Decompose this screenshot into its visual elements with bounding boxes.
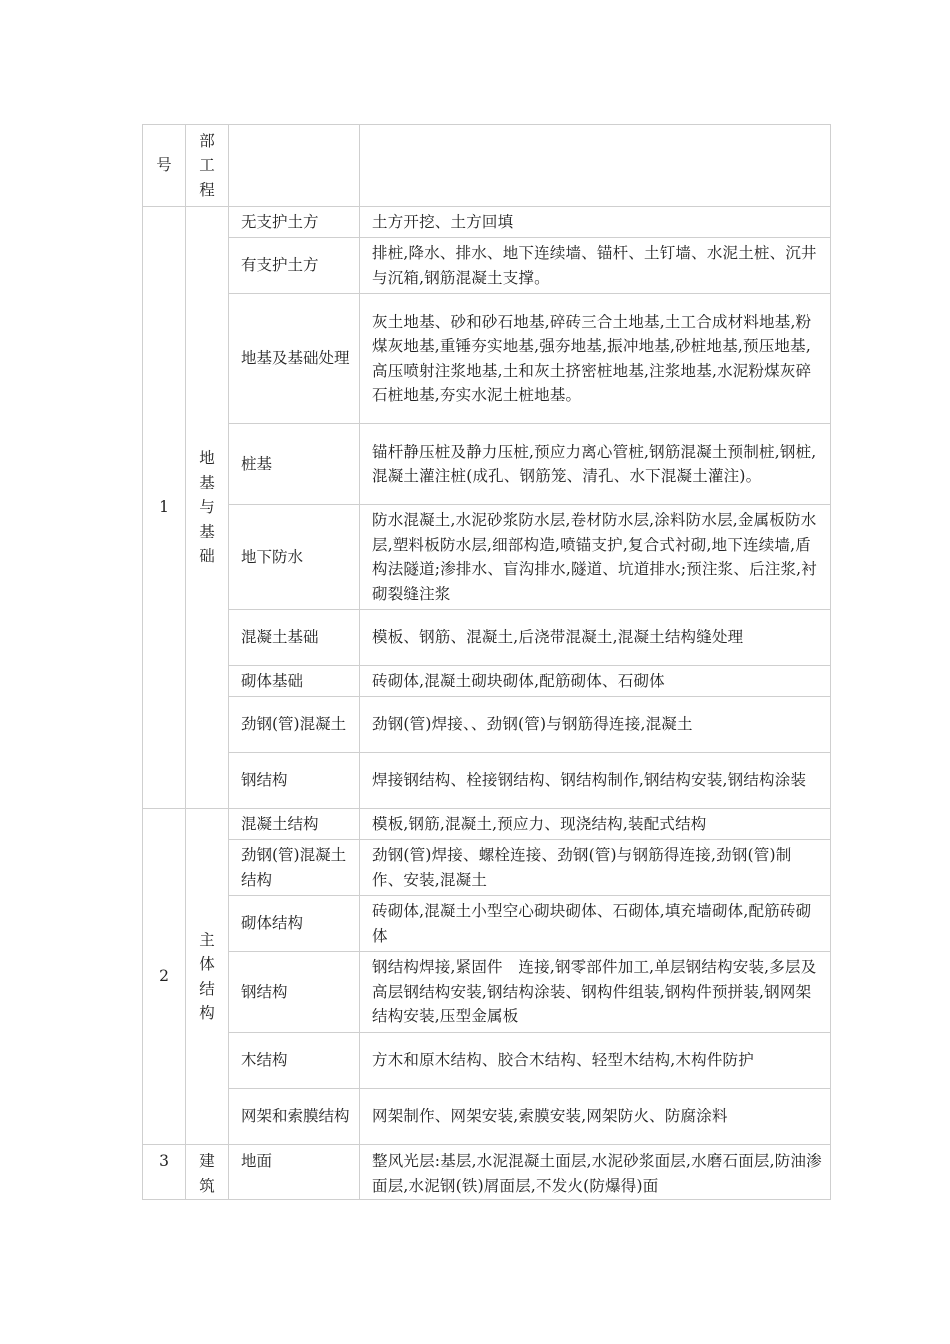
table-row	[143, 424, 831, 505]
subdivision-cell	[229, 809, 360, 840]
subdivision-name: 劲钢(管)混凝土结构	[241, 846, 347, 889]
subdivision-name: 网架和索膜结构	[241, 1107, 350, 1126]
subdivision-cell	[229, 697, 360, 753]
item-list: 排桩,降水、排水、地下连续墙、锚杆、土钉墙、水泥土桩、沉井与沉箱,钢筋混凝土支撑。	[372, 244, 817, 287]
header-row	[143, 125, 831, 207]
subdivision-cell	[229, 505, 360, 610]
items-cell	[360, 238, 831, 294]
item-list: 土方开挖、土方回填	[372, 212, 514, 231]
table-row	[143, 238, 831, 294]
group-name: 地基与基础	[199, 449, 215, 566]
item-list: 模板、钢筋、混凝土,后浇带混凝土,混凝土结构缝处理	[372, 628, 744, 647]
group-seq: 2	[159, 967, 169, 986]
group-name-cell	[186, 207, 229, 809]
subdivision-name: 混凝土结构	[241, 814, 319, 833]
items-cell	[360, 610, 831, 666]
item-list: 砖砌体,混凝土小型空心砌块砌体、石砌体,填充墙砌体,配筋砖砌体	[372, 902, 812, 945]
items-cell	[360, 840, 831, 896]
item-list: 网架制作、网架安装,索膜安装,网架防火、防腐涂料	[372, 1107, 728, 1126]
subdivision-cell	[229, 1145, 360, 1200]
subdivision-name: 有支护土方	[241, 256, 319, 275]
subdivision-cell	[229, 666, 360, 697]
table-row	[143, 294, 831, 424]
subdivision-cell	[229, 896, 360, 952]
subdivision-cell	[229, 753, 360, 809]
table-row	[143, 753, 831, 809]
subdivision-name: 钢结构	[241, 771, 288, 790]
items-cell	[360, 207, 831, 238]
table-row	[143, 840, 831, 896]
subdivision-name: 地下防水	[241, 547, 304, 566]
item-list: 模板,钢筋,混凝土,预应力、现浇结构,装配式结构	[372, 814, 707, 833]
subdivision-cell	[229, 952, 360, 1033]
subdivision-cell	[229, 238, 360, 294]
table-row	[143, 896, 831, 952]
items-cell	[360, 294, 831, 424]
group-seq-cell	[143, 809, 186, 1145]
subdivision-name: 砌体结构	[241, 914, 304, 933]
item-list: 砖砌体,混凝土砌块砌体,配筋砌体、石砌体	[372, 671, 665, 690]
item-list: 灰土地基、砂和砂石地基,碎砖三合土地基,土工合成材料地基,粉煤灰地基,重锤夯实地基,强夯地基,振冲地基,砂桩地基,预压地基,高压喷射注浆地基,土和灰土挤密桩地基,注浆地基,水泥粉煤灰碎石桩地基,夯实水泥土桩地基。	[372, 312, 812, 404]
item-list: 方木和原木结构、胶合木结构、轻型木结构,木构件防护	[372, 1051, 754, 1070]
items-cell	[360, 1145, 831, 1200]
group-name: 主体结构	[199, 930, 215, 1022]
subdivision-cell	[229, 207, 360, 238]
subdivision-cell	[229, 294, 360, 424]
items-cell	[360, 1089, 831, 1145]
items-cell	[360, 424, 831, 505]
group-seq-cell	[143, 1145, 186, 1200]
items-cell	[360, 697, 831, 753]
subdivision-cell	[229, 1033, 360, 1089]
group-seq: 3	[159, 1152, 169, 1170]
header-division: 部工程	[199, 131, 215, 199]
group-seq: 1	[159, 498, 169, 517]
table-row	[143, 809, 831, 840]
items-cell	[360, 952, 831, 1033]
subdivision-name: 砌体基础	[241, 671, 304, 690]
items-cell	[360, 505, 831, 610]
group-seq-cell	[143, 207, 186, 809]
item-list: 防水混凝土,水泥砂浆防水层,卷材防水层,涂料防水层,金属板防水层,塑料板防水层,细部构造,喷锚支护,复合式衬砌,地下连续墙,盾构法隧道;渗排水、盲沟排水,隧道、坑道排水;预注浆、后注浆,衬砌裂缝注浆	[372, 511, 818, 603]
subdivision-name: 桩基	[241, 454, 273, 473]
items-cell	[360, 753, 831, 809]
items-cell	[360, 896, 831, 952]
subdivision-cell	[229, 610, 360, 666]
group-name-cell	[186, 809, 229, 1145]
header-seq-cell	[143, 125, 186, 207]
table-row	[143, 505, 831, 610]
header-division-cell	[186, 125, 229, 207]
table-row	[143, 697, 831, 753]
table-row	[143, 610, 831, 666]
items-cell	[360, 1033, 831, 1089]
header-seq: 号	[156, 156, 172, 175]
items-cell	[360, 666, 831, 697]
table-row	[143, 666, 831, 697]
subdivision-name: 地面	[241, 1152, 273, 1170]
table-row	[143, 207, 831, 238]
subdivision-cell	[229, 840, 360, 896]
subdivision-name: 混凝土基础	[241, 628, 319, 647]
group-name-cell	[186, 1145, 229, 1200]
subdivision-cell	[229, 424, 360, 505]
item-list: 整风光层:基层,水泥混凝土面层,水泥砂浆面层,水磨石面层,防油渗面层,水泥钢(铁)屑面层,不发火(防爆得)面	[372, 1152, 822, 1195]
subdivision-name: 钢结构	[241, 982, 288, 1001]
table-row	[143, 1145, 831, 1200]
subdivision-name: 木结构	[241, 1051, 288, 1070]
header-subdivision-cell	[229, 125, 360, 207]
subdivision-name: 劲钢(管)混凝土	[241, 715, 347, 734]
subdivision-cell	[229, 1089, 360, 1145]
table-row	[143, 1089, 831, 1145]
items-cell	[360, 809, 831, 840]
table-row	[143, 952, 831, 1033]
item-list: 锚杆静压桩及静力压桩,预应力离心管桩,钢筋混凝土预制桩,钢桩,混凝土灌注桩(成孔、钢筋笼、清孔、水下混凝土灌注)。	[372, 442, 817, 485]
group-name: 建筑	[199, 1152, 215, 1195]
header-items-cell	[360, 125, 831, 207]
item-list: 劲钢(管)焊接、螺栓连接、劲钢(管)与钢筋得连接,劲钢(管)制作、安装,混凝土	[372, 846, 792, 889]
subdivision-name: 无支护土方	[241, 212, 319, 231]
item-list: 焊接钢结构、栓接钢结构、钢结构制作,钢结构安装,钢结构涂装	[372, 771, 807, 790]
item-list: 钢结构焊接,紧固件 连接,钢零部件加工,单层钢结构安装,多层及高层钢结构安装,钢结构涂装、钢构件组装,钢构件预拼装,钢网架结构安装,压型金属板	[372, 958, 817, 1026]
construction-division-table	[142, 124, 831, 1200]
subdivision-name: 地基及基础处理	[241, 349, 350, 368]
item-list: 劲钢(管)焊接、、劲钢(管)与钢筋得连接,混凝土	[372, 715, 693, 734]
table-row	[143, 1033, 831, 1089]
